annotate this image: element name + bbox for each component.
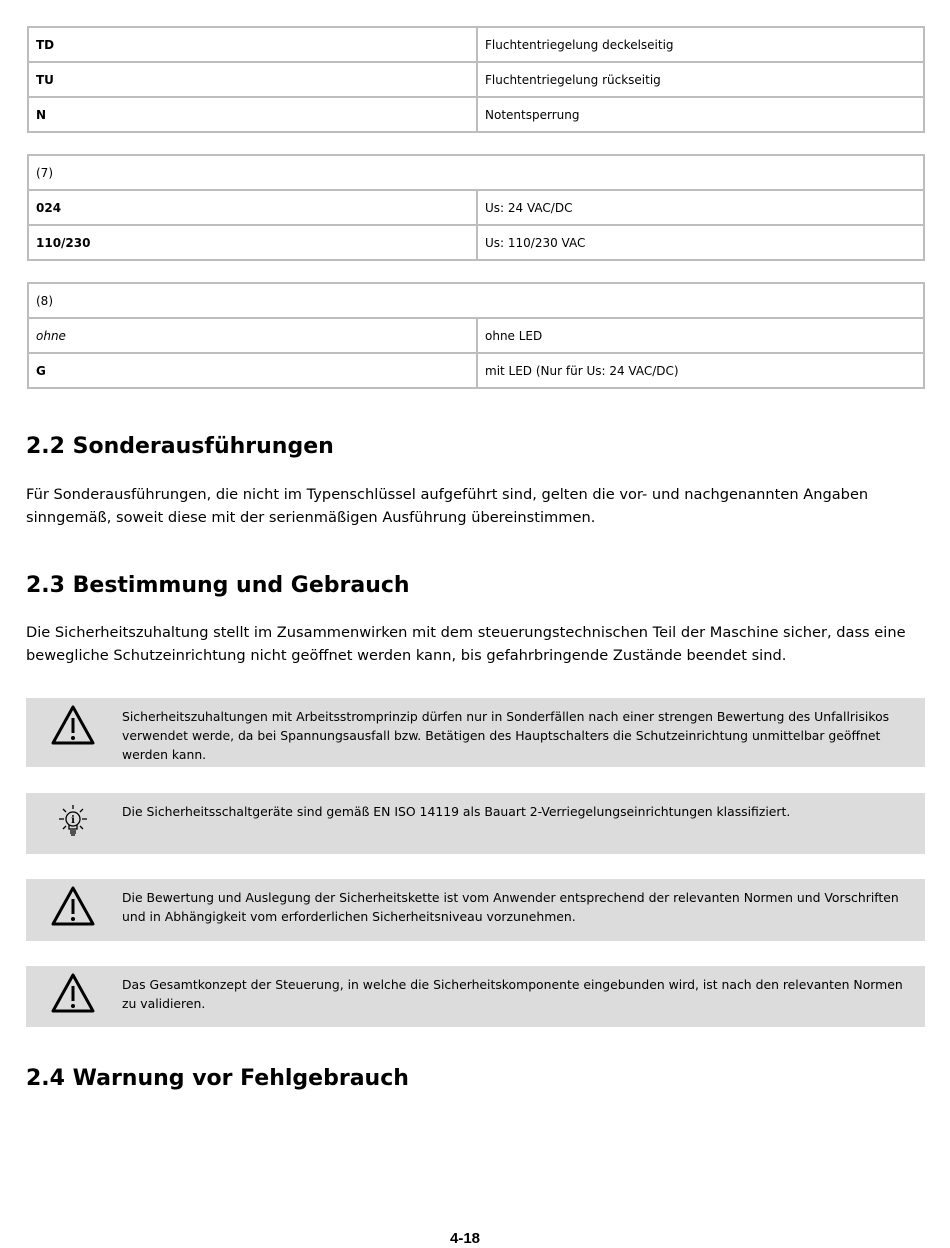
warning-note (26, 966, 925, 1027)
desc-cell: Fluchtentriegelung deckelseitig (477, 27, 924, 62)
section-heading: 2.2 Sonderausführungen (26, 434, 334, 459)
warning-note (26, 879, 925, 941)
info-lightbulb-icon (50, 803, 96, 845)
table-row (28, 225, 924, 260)
section-paragraph: Die Sicherheitszuhaltung stellt im Zusammenwirken mit dem steuerungstechnischen Teil der Maschine sicher, dass eine bewegliche Schutzeinrichtung nicht geöffnet werden kann, bis gefahrbringende Zustände beendet sind. (26, 624, 906, 664)
warning-icon (50, 704, 96, 746)
note-text: Die Sicherheitsschaltgeräte sind gemäß EN ISO 14119 als Bauart 2-Verriegelungseinrichtungen klassifiziert. (122, 804, 791, 819)
code-cell: 110/230 (28, 225, 477, 260)
note-text: Die Bewertung und Auslegung der Sicherheitskette ist vom Anwender entsprechend der relevanten Normen und Vorschriften und in Abhängigkeit vom erforderlichen Sicherheitsniveau vorzunehmen. (122, 890, 899, 924)
table-row (28, 27, 924, 62)
section-heading: 2.3 Bestimmung und Gebrauch (26, 573, 410, 598)
note-text: Sicherheitszuhaltungen mit Arbeitsstromprinzip dürfen nur in Sonderfällen nach einer strengen Bewertung des Unfallrisikos verwendet werde, da bei Spannungsausfall bzw. Betätigen des Hauptschalters die Schutzeinrichtung unmittelbar geöffnet werden kann. (122, 709, 890, 762)
table-row (28, 62, 924, 97)
warning-icon (50, 885, 96, 927)
type-code-table-led (27, 282, 925, 389)
desc-cell: mit LED (Nur für Us: 24 VAC/DC) (477, 353, 924, 388)
desc-cell: Fluchtentriegelung rückseitig (477, 62, 924, 97)
header-cell: (8) (28, 283, 924, 318)
table-row (28, 353, 924, 388)
svg-text:i: i (71, 815, 75, 826)
warning-icon (50, 972, 96, 1014)
section-heading: 2.4 Warnung vor Fehlgebrauch (26, 1066, 409, 1091)
code-cell: TD (28, 27, 477, 62)
page-number: 4-18 (449, 1230, 481, 1247)
code-cell: ohne (28, 318, 477, 353)
warning-note (26, 698, 925, 767)
code-cell: 024 (28, 190, 477, 225)
note-text: Das Gesamtkonzept der Steuerung, in welche die Sicherheitskomponente eingebunden wird, ist nach den relevanten Normen zu validieren. (122, 977, 903, 1011)
desc-cell: Notentsperrung (477, 97, 924, 132)
desc-cell: Us: 24 VAC/DC (477, 190, 924, 225)
code-cell: G (28, 353, 477, 388)
code-cell: N (28, 97, 477, 132)
info-note (26, 793, 925, 854)
header-cell: (7) (28, 155, 924, 190)
table-header-row (28, 283, 924, 318)
table-row (28, 190, 924, 225)
type-code-table-options (27, 26, 925, 133)
code-cell: TU (28, 62, 477, 97)
type-code-table-voltage (27, 154, 925, 261)
desc-cell: ohne LED (477, 318, 924, 353)
table-header-row (28, 155, 924, 190)
section-paragraph: Für Sonderausführungen, die nicht im Typenschlüssel aufgeführt sind, gelten die vor- und nachgenannten Angaben sinngemäß, soweit diese mit der serienmäßigen Ausführung übereinstimmen. (26, 486, 869, 526)
desc-cell: Us: 110/230 VAC (477, 225, 924, 260)
table-row (28, 318, 924, 353)
table-row (28, 97, 924, 132)
